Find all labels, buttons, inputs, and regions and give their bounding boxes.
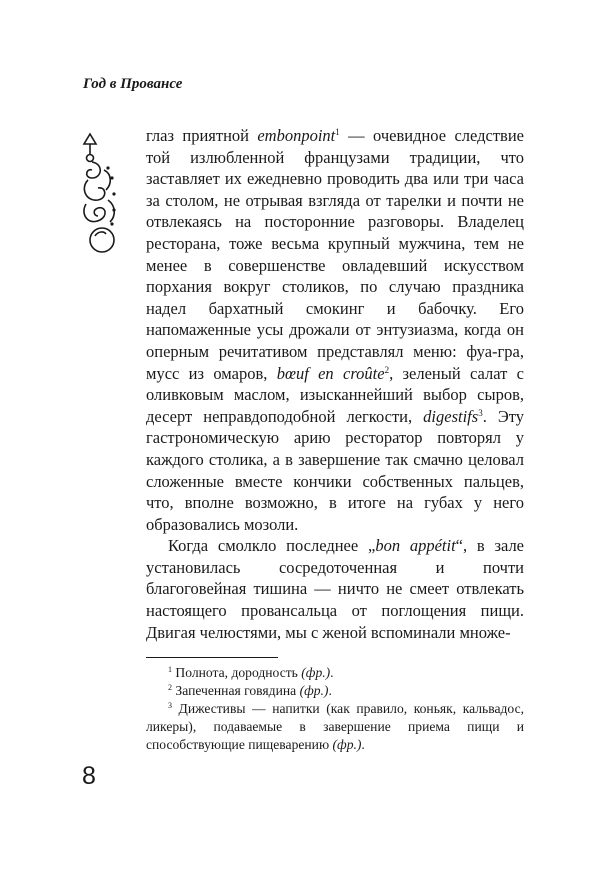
foreign-term: bœuf en croûte bbox=[276, 363, 385, 383]
footnote-3: $^3$ Дижестивы — напитки (как правило, коньяк, кальвадос, ликеры), подаваемые в завершение приема пищи и способствующие пищеварению (фр.). bbox=[146, 701, 524, 752]
footnote-1: $^1$ Полнота, дородность (фр.). bbox=[168, 665, 334, 680]
footnotes bbox=[146, 664, 524, 754]
running-head: Год в Провансе bbox=[83, 76, 183, 92]
footnote-rule bbox=[146, 657, 278, 658]
ornament-icon bbox=[78, 128, 124, 258]
page-number: 8 bbox=[82, 762, 96, 790]
footnote-ref-2[interactable]: 2 bbox=[384, 364, 390, 375]
paragraph-1: глаз приятной embonpoint$^1$ — очевидное следствие той излюбленной французами традиции, что заставляет их ежедневно проводить два или три часа за столом, не отрывая взгляда от тарелки и почти не отвлекаясь на посторонние разговоры. Владелец ресторана, тоже весьма крупный мужчина, тем не менее в совершенстве овладевший искусством порхания вокруг столиков, по случаю праздника надел бархатный смокинг и бабочку. Его напомаженные усы дрожали от энтузиазма, когда он оперным речитативом представлял меню: фуа-гра, мусс из омаров, bœuf en croûte$^2$, зеленый салат с оливковым маслом, изысканнейший выбор сыров, десерт неправдоподобной легкости, digestifs$^3$. Эту гастрономическую арию ресторатор повторял у каждого столика, а в завершение так смачно целовал сложенные вместе кончики собственных пальцев, что, вполне возможно, в итоге на губах у него образовались мозоли. bbox=[146, 126, 524, 534]
footnote-2: $^2$ Запеченная говядина (фр.). bbox=[168, 683, 332, 698]
footnote-ref-3[interactable]: 3 bbox=[478, 407, 483, 418]
foreign-term: digestifs bbox=[423, 406, 479, 426]
body-text bbox=[146, 125, 524, 643]
footnote-ref-1[interactable]: 1 bbox=[335, 127, 340, 137]
foreign-term: embonpoint bbox=[257, 126, 336, 145]
paragraph-2: Когда смолкло последнее „bon appétit“, в зале установилась сосредоточенная и почти благоговейная тишина — ничто не смеет отвлекать настоящего провансальца от поглощения пищи. Двигая челюстями, мы с женой вспоминали множе- bbox=[146, 536, 525, 642]
foreign-term: bon appétit bbox=[375, 536, 456, 556]
